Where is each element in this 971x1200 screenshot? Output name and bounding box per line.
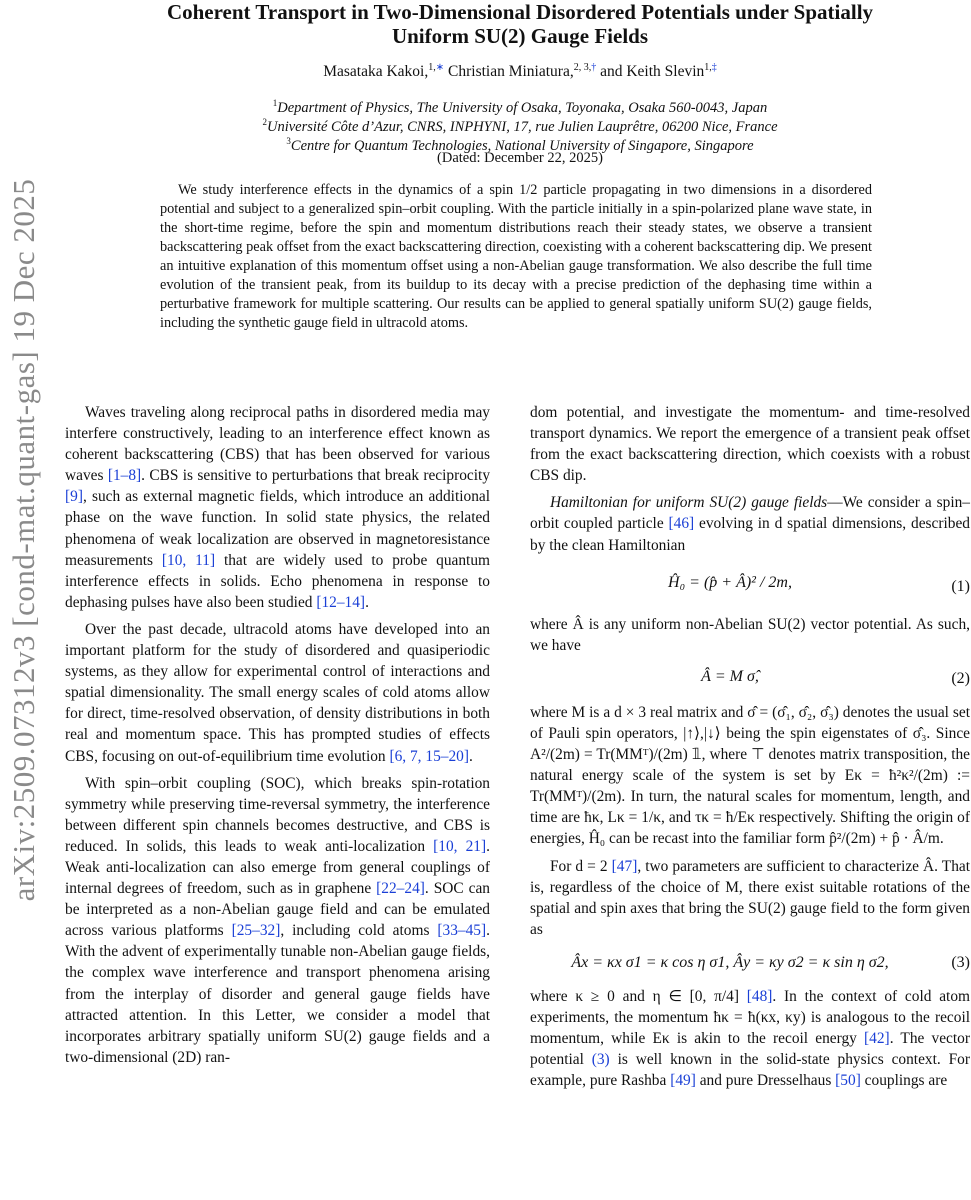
text: With spin–orbit coupling (SOC), which breaks spin-rotation symmetry while preserving time-reversal symmetry, the interference between different spin channels becomes destructive, and CBS is reduced. In solids, this leads to weak anti-localization [65,774,490,855]
equation-number: (2) [951,669,970,687]
citation-link[interactable]: [10, 11] [161,551,216,569]
citation-link[interactable]: [48] [746,987,773,1005]
equation-ref-link[interactable]: (3) [591,1051,610,1069]
citation-link[interactable]: [10, 21] [433,837,487,855]
text: . [468,747,473,765]
affiliation-number: 1 [272,98,278,108]
text: is well known in the solid-state physics context. For example, pure Rashba [530,1051,970,1090]
author-footnote-link[interactable]: ‡ [711,62,717,73]
text: , two parameters are sufficient to characterize Â. That is, regardless of the choice of M, there exist suitable rotations of the spatial and spin axes that bring the SU(2) gauge field to the form given as [530,857,971,938]
citation-link[interactable]: [46] [668,515,695,533]
author-affil-sup: 1, [428,62,436,73]
section-heading: Hamiltonian for uniform SU(2) gauge fields [550,494,828,512]
text: For d = 2 [550,857,612,875]
equation-body: Âx = κx σ1 = κ cos η σ1, Ây = κy σ2 = κ sin η σ2, [571,953,889,971]
text: couplings are [860,1072,948,1090]
paper-title [70,0,970,48]
citation-link[interactable]: [6, 7, 15–20] [389,747,469,765]
author-name: and Keith Slevin [600,63,705,81]
paragraph: dom potential, and investigate the momentum- and time-resolved transport dynamics. We report the emergence of a transient peak offset from the exact backscattering direction, which coexists with a robust CBS dip. [530,404,970,485]
text: where M is a d × 3 real matrix and σ̂ = (σ̂₁, σ̂₂, σ̂₃) denotes the usual set of Pauli spin operators, |↑⟩,|↓⟩ being the spin eigenstates of σ̂₃. Since A²/(2m) = Tr(MMᵀ)/(2m) 𝟙, where ⊤ denotes matrix transposition, the natural energy scale of the system is set by Eκ = ħ²κ²/(2m) := Tr(MMᵀ)/(2m). In turn, the natural scales for momentum, length, and time are ħκ, Lκ = 1/κ, and τκ = ħ/Eκ respectively. Shifting the origin of energies, Ĥ₀ can be recast into the familiar form p̂²/(2m) + p̂ · Â/m. [530,703,970,848]
paragraph [530,492,970,555]
text: , such as external magnetic fields, which introduce an additional phase on the wave function. In solid state physics, the related phenomena of weak localization are observed in magnetoresistance measurements [65,488,490,569]
text: evolving in d spatial dimensions, described by the clean Hamiltonian [530,515,970,554]
affiliation-text: Centre for Quantum Technologies, National University of Singapore, Singapore [290,137,754,154]
title-line-2: Uniform SU(2) Gauge Fields [391,24,649,48]
text: —We consider a spin–orbit coupled particle [530,494,970,533]
author-footnote-link[interactable]: ∗ [435,62,445,73]
citation-link[interactable]: [47] [611,857,638,875]
text: where κ ≥ 0 and η ∈ [0, π/4] [530,987,747,1005]
arxiv-id: arXiv:2509.07312v3 [cond-mat.quant-gas] 19 Dec 2025 [6,178,41,902]
equation-number: (3) [951,953,970,971]
text: , including cold atoms [280,922,438,940]
affiliation-number: 2 [262,117,267,127]
author-affil-sup: 1, [704,62,712,73]
equation-number: (1) [951,577,970,595]
text: . Weak anti-localization can also emerge from general couplings of internal degrees of freedom, such as in graphene [65,837,490,898]
author-name: Masataka Kakoi, [323,63,429,81]
text: . The vector potential [530,1030,970,1069]
title-line-1: Coherent Transport in Two-Dimensional Disordered Potentials under Spatially [166,0,874,24]
affiliation-text: Université Côte d’Azur, CNRS, INPHYNI, 17, rue Julien Lauprêtre, 06200 Nice, France [266,118,778,135]
affiliation-text: Department of Physics, The University of Osaka, Toyonaka, Osaka 560-0043, Japan [277,99,768,116]
text: that are widely used to probe quantum interference effects in solids. Echo phenomena in response to dephasing pulses have also been studied [65,551,490,611]
paragraph [530,986,970,1091]
left-column [65,402,490,1074]
citation-link[interactable]: [12–14] [316,593,366,611]
text: . CBS is sensitive to perturbations that break reciprocity [141,467,491,485]
paragraph: where Â is any uniform non-Abelian SU(2) vector potential. As such, we have [530,615,970,654]
right-column [530,402,970,1097]
paragraph [65,402,490,613]
arxiv-sidebar-stamp [4,0,44,1080]
citation-link[interactable]: [9] [65,488,83,506]
paragraph [65,619,490,767]
citation-link[interactable]: [49] [670,1072,696,1090]
author-list [70,62,970,81]
text: Waves traveling along reciprocal paths in disordered media may interfere constructively, leading to an interference effect known as coherent backscattering (CBS) that has been observed for various waves [65,404,490,485]
equation-3 [530,946,970,986]
author-footnote-link[interactable]: † [591,62,597,73]
equation-1 [530,562,970,614]
author-name: Christian Miniatura, [448,63,574,81]
author-affil-sup: 2, 3, [573,62,592,73]
text: . SOC can be interpreted as a non-Abelian gauge field and can be emulated across various platforms [65,880,490,940]
equation-body: Â = M σ̂, [701,667,759,685]
paragraph [65,773,490,1068]
paragraph [530,856,970,940]
text: and pure Dresselhaus [695,1072,836,1090]
citation-link[interactable]: [42] [864,1030,890,1048]
paragraph [530,702,970,850]
dated-line: (Dated: December 22, 2025) [437,150,603,166]
text: Over the past decade, ultracold atoms have developed into an important platform for the study of disordered and quasiperiodic systems, as they allow for experimental control of interactions and spatial dimensionality. The small energy scales of cold atoms allow for direct, time-resolved observation, of density distributions in both real and momentum space. This has prompted studies of effects CBS, focusing on out-of-equilibrium time evolution [65,620,490,765]
abstract-text: We study interference effects in the dynamics of a spin 1/2 particle propagating in two dimensions in a disordered potential and subject to a generalized spin–orbit coupling. With the particle initially in a spin-polarized plane wave state, in the short-time regime, before the spin and momentum distributions reach their steady states, we observe a transient backscattering peak offset from the exact backscattering direction, coexisting with a coherent backscattering dip. We present an intuitive explanation of this momentum offset using a non-Abelian gauge transformation. We also describe the full time evolution of the transient peak, from its buildup to its decay with a precise prediction of the dephasing time within a perturbative framework for multiple scattering. Our results can be applied to general spatially uniform SU(2) gauge fields, including the synthetic gauge field in ultracold atoms. [160,182,872,331]
citation-link[interactable]: [25–32] [231,922,281,940]
affiliation-number: 3 [286,136,291,146]
text: . [365,593,369,611]
citation-link[interactable]: [33–45] [437,922,487,940]
citation-link[interactable]: [1–8] [107,467,142,485]
equation-body: Ĥ₀ = (p̂ + Â)² / 2m, [668,573,792,591]
text: . In the context of cold atom experiments, the momentum ħκ = ħ(κx, κy) is analogous to the recoil momentum, while Eκ is akin to the recoil energy [530,987,970,1048]
citation-link[interactable]: [50] [835,1072,861,1090]
citation-link[interactable]: [22–24] [376,880,425,898]
abstract [160,181,872,333]
text: . With the advent of experimentally tunable non-Abelian gauge fields, the complex wave interference and transport phenomena arising from the interplay of disorder and general gauge fields have attracted attention. In this Letter, we consider a model that incorporates arbitrary spatially uniform SU(2) gauge fields and a two-dimensional (2D) ran- [65,922,490,1066]
equation-2 [530,662,970,702]
